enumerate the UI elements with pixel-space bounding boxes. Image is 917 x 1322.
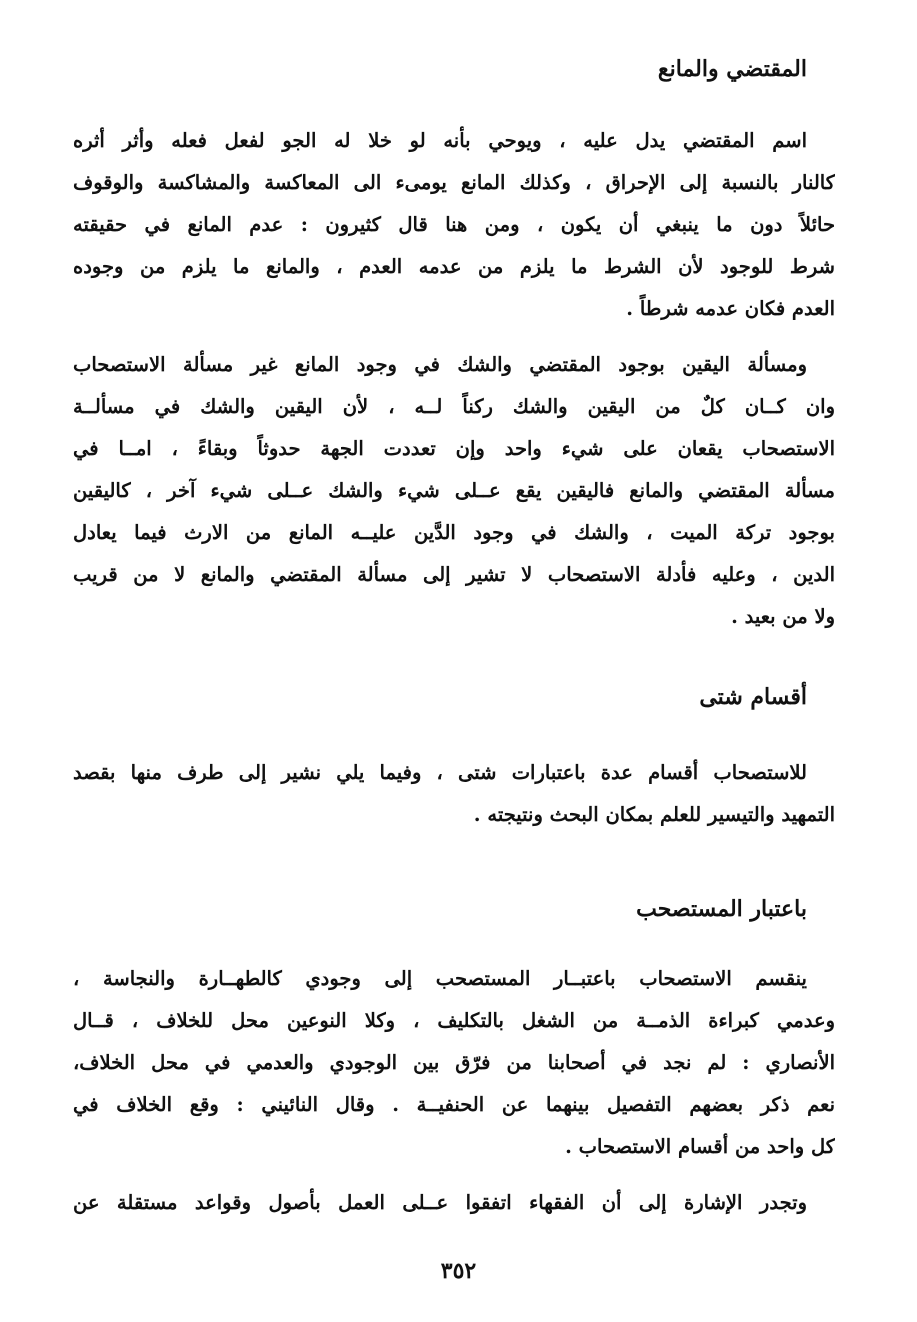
paragraph-line: نعم ذكر بعضهم التفصيل بينهما عن الحنفيــة . وقال النائيني : وقع الخلاف في bbox=[73, 1093, 835, 1116]
paragraph-ishara-continued bbox=[73, 1182, 835, 1224]
section-heading-muqtadi-wal-mani: المقتضي والمانع bbox=[657, 56, 807, 82]
section-heading-bi-itibar-al-mustashab: باعتبار المستصحب bbox=[636, 896, 807, 922]
paragraph-line: كالنار بالنسبة إلى الإحراق ، وكذلك المانع يومىء الى المعاكسة والمشاكسة والوقوف bbox=[73, 171, 835, 194]
paragraph-line: الدين ، وعليه فأدلة الاستصحاب لا تشير إلى مسألة المقتضي والمانع لا من قريب bbox=[73, 563, 835, 586]
paragraph-line: وتجدر الإشارة إلى أن الفقهاء اتفقوا عــلى العمل بأصول وقواعد مستقلة عن bbox=[73, 1191, 807, 1214]
paragraph-line: وان كــان كلٌ من اليقين والشك ركناً لــه ، لأن اليقين والشك في مسألــة bbox=[73, 395, 835, 418]
paragraph-line: بوجود تركة الميت ، والشك في وجود الدَّين عليــه المانع من الارث فيما يعادل bbox=[73, 521, 835, 544]
paragraph-line: حائلاً دون ما ينبغي أن يكون ، ومن هنا قال كثيرون : عدم المانع في حقيقته bbox=[73, 213, 835, 236]
paragraph-yaqin-and-shak bbox=[73, 344, 835, 638]
paragraph-line: ينقسم الاستصحاب باعتبــار المستصحب إلى وجودي كالطهــارة والنجاسة ، bbox=[73, 967, 807, 990]
paragraph-aqsam-intro bbox=[73, 752, 835, 836]
paragraph-wujudi-adami bbox=[73, 958, 835, 1168]
paragraph-line: كل واحد من أقسام الاستصحاب . bbox=[565, 1135, 835, 1158]
paragraph-line: ومسألة اليقين بوجود المقتضي والشك في وجود المانع غير مسألة الاستصحاب bbox=[73, 353, 807, 376]
paragraph-line: الاستصحاب يقعان على شيء واحد وإن تعددت الجهة حدوثاً وبقاءً ، امــا في bbox=[73, 437, 835, 460]
paragraph-muqtadi-definition bbox=[73, 120, 835, 330]
paragraph-line: شرط للوجود لأن الشرط ما يلزم من عدمه العدم ، والمانع ما يلزم من وجوده bbox=[73, 255, 835, 278]
paragraph-line: العدم فكان عدمه شرطاً . bbox=[626, 297, 835, 320]
section-heading-aqsam-shatta: أقسام شتى bbox=[699, 684, 807, 710]
paragraph-line: التمهيد والتيسير للعلم بمكان البحث ونتيجته . bbox=[473, 803, 835, 826]
paragraph-line: اسم المقتضي يدل عليه ، ويوحي بأنه لو خلا له الجو لفعل فعله وأثر أثره bbox=[73, 129, 807, 152]
paragraph-line: الأنصاري : لم نجد في أصحابنا من فرّق بين الوجودي والعدمي في محل الخلاف، bbox=[73, 1051, 835, 1074]
paragraph-line: وعدمي كبراءة الذمــة من الشغل بالتكليف ، وكلا النوعين محل للخلاف ، قــال bbox=[73, 1009, 835, 1032]
paragraph-line: ولا من بعيد . bbox=[731, 605, 835, 628]
paragraph-line: للاستصحاب أقسام عدة باعتبارات شتى ، وفيما يلي نشير إلى طرف منها بقصد bbox=[73, 761, 807, 784]
page-number: ٣٥٢ bbox=[440, 1258, 477, 1284]
paragraph-line: مسألة المقتضي والمانع فاليقين يقع عــلى شيء والشك عــلى شيء آخر ، كاليقين bbox=[73, 479, 835, 502]
